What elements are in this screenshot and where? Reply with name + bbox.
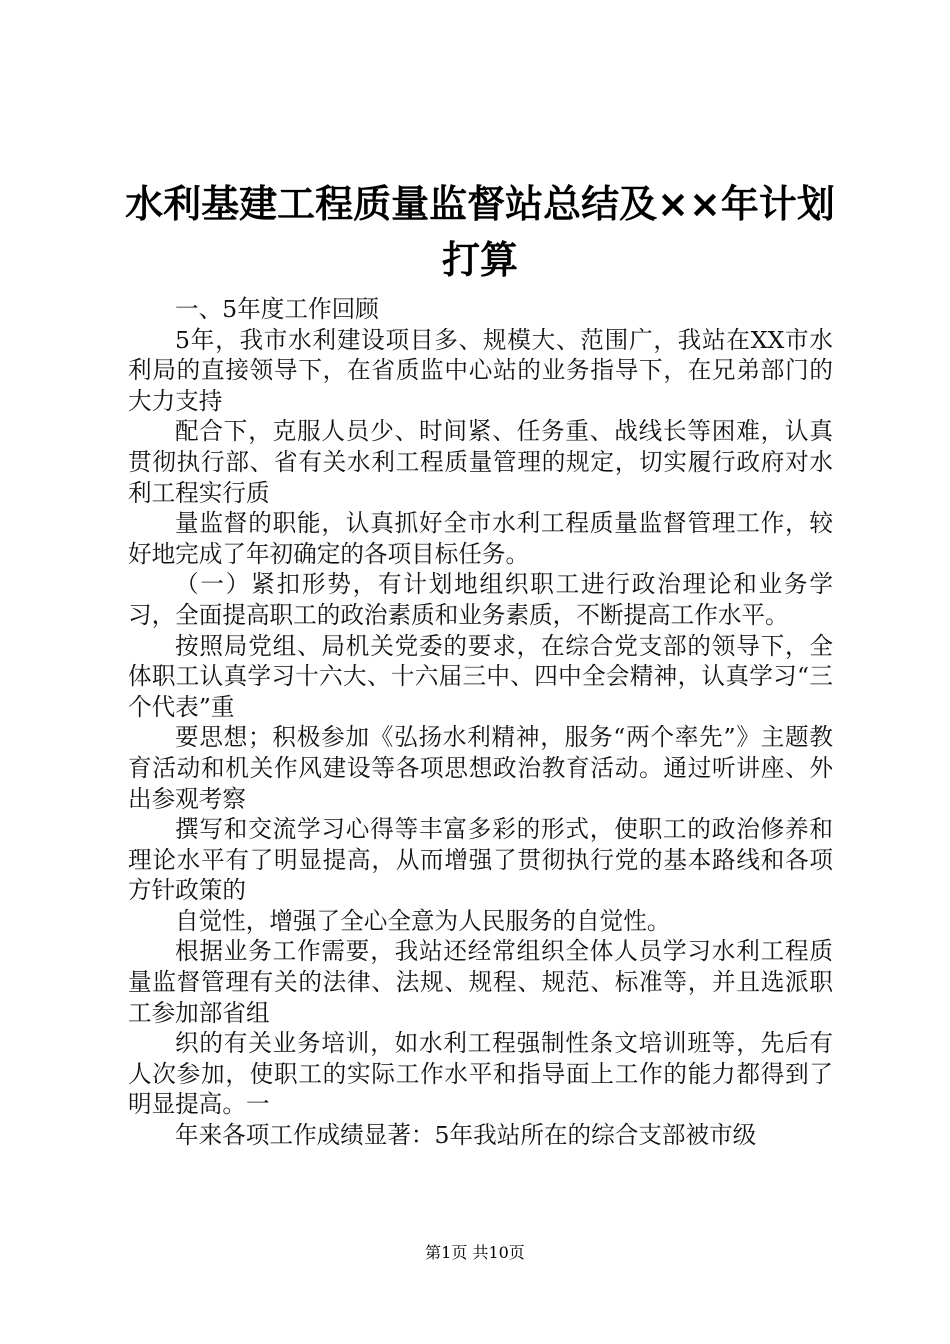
paragraph: 量监督的职能，认真抓好全市水利工程质量监督管理工作，较好地完成了年初确定的各项目标任务。: [128, 509, 833, 568]
paragraph: 根据业务工作需要，我站还经常组织全体人员学习水利工程质量监督管理有关的法律、法规、规程、规范、标准等，并且选派职工参加部省组: [128, 937, 833, 1027]
paragraph: 自觉性，增强了全心全意为人民服务的自觉性。: [175, 906, 671, 935]
paragraph: 要思想；积极参加《弘扬水利精神，服务“两个率先”》主题教育活动和机关作风建设等各项思想政治教育活动。通过听讲座、外出参观考察: [128, 723, 833, 813]
paragraph: 织的有关业务培训，如水利工程强制性条文培训班等，先后有人次参加，使职工的实际工作水平和指导面上工作的能力都得到了明显提高。一: [128, 1029, 833, 1119]
paragraph: 年来各项工作成绩显著：5年我站所在的综合支部被市级: [175, 1121, 757, 1150]
page-number: 第1页 共10页: [425, 1243, 525, 1262]
section-heading: 一、5年度工作回顾: [175, 295, 379, 323]
paragraph: （一）紧扣形势，有计划地组织职工进行政治理论和业务学习，全面提高职工的政治素质和业务素质，不断提高工作水平。: [128, 570, 833, 629]
document-title: 水利基建工程质量监督站总结及××年计划打算: [125, 182, 835, 282]
paragraph: 配合下，克服人员少、时间紧、任务重、战线长等困难，认真贯彻执行部、省有关水利工程质量管理的规定，切实履行政府对水利工程实行质: [128, 417, 833, 507]
paragraph: 撰写和交流学习心得等丰富多彩的形式，使职工的政治修养和理论水平有了明显提高，从而增强了贯彻执行党的基本路线和各项方针政策的: [128, 815, 833, 905]
paragraph: 按照局党组、局机关党委的要求，在综合党支部的领导下，全体职工认真学习十六大、十六届三中、四中全会精神，认真学习“三个代表”重: [128, 631, 833, 721]
paragraph: 5年，我市水利建设项目多、规模大、范围广，我站在XX市水利局的直接领导下，在省质监中心站的业务指导下，在兄弟部门的大力支持: [128, 325, 833, 415]
document-body: [128, 294, 833, 1151]
